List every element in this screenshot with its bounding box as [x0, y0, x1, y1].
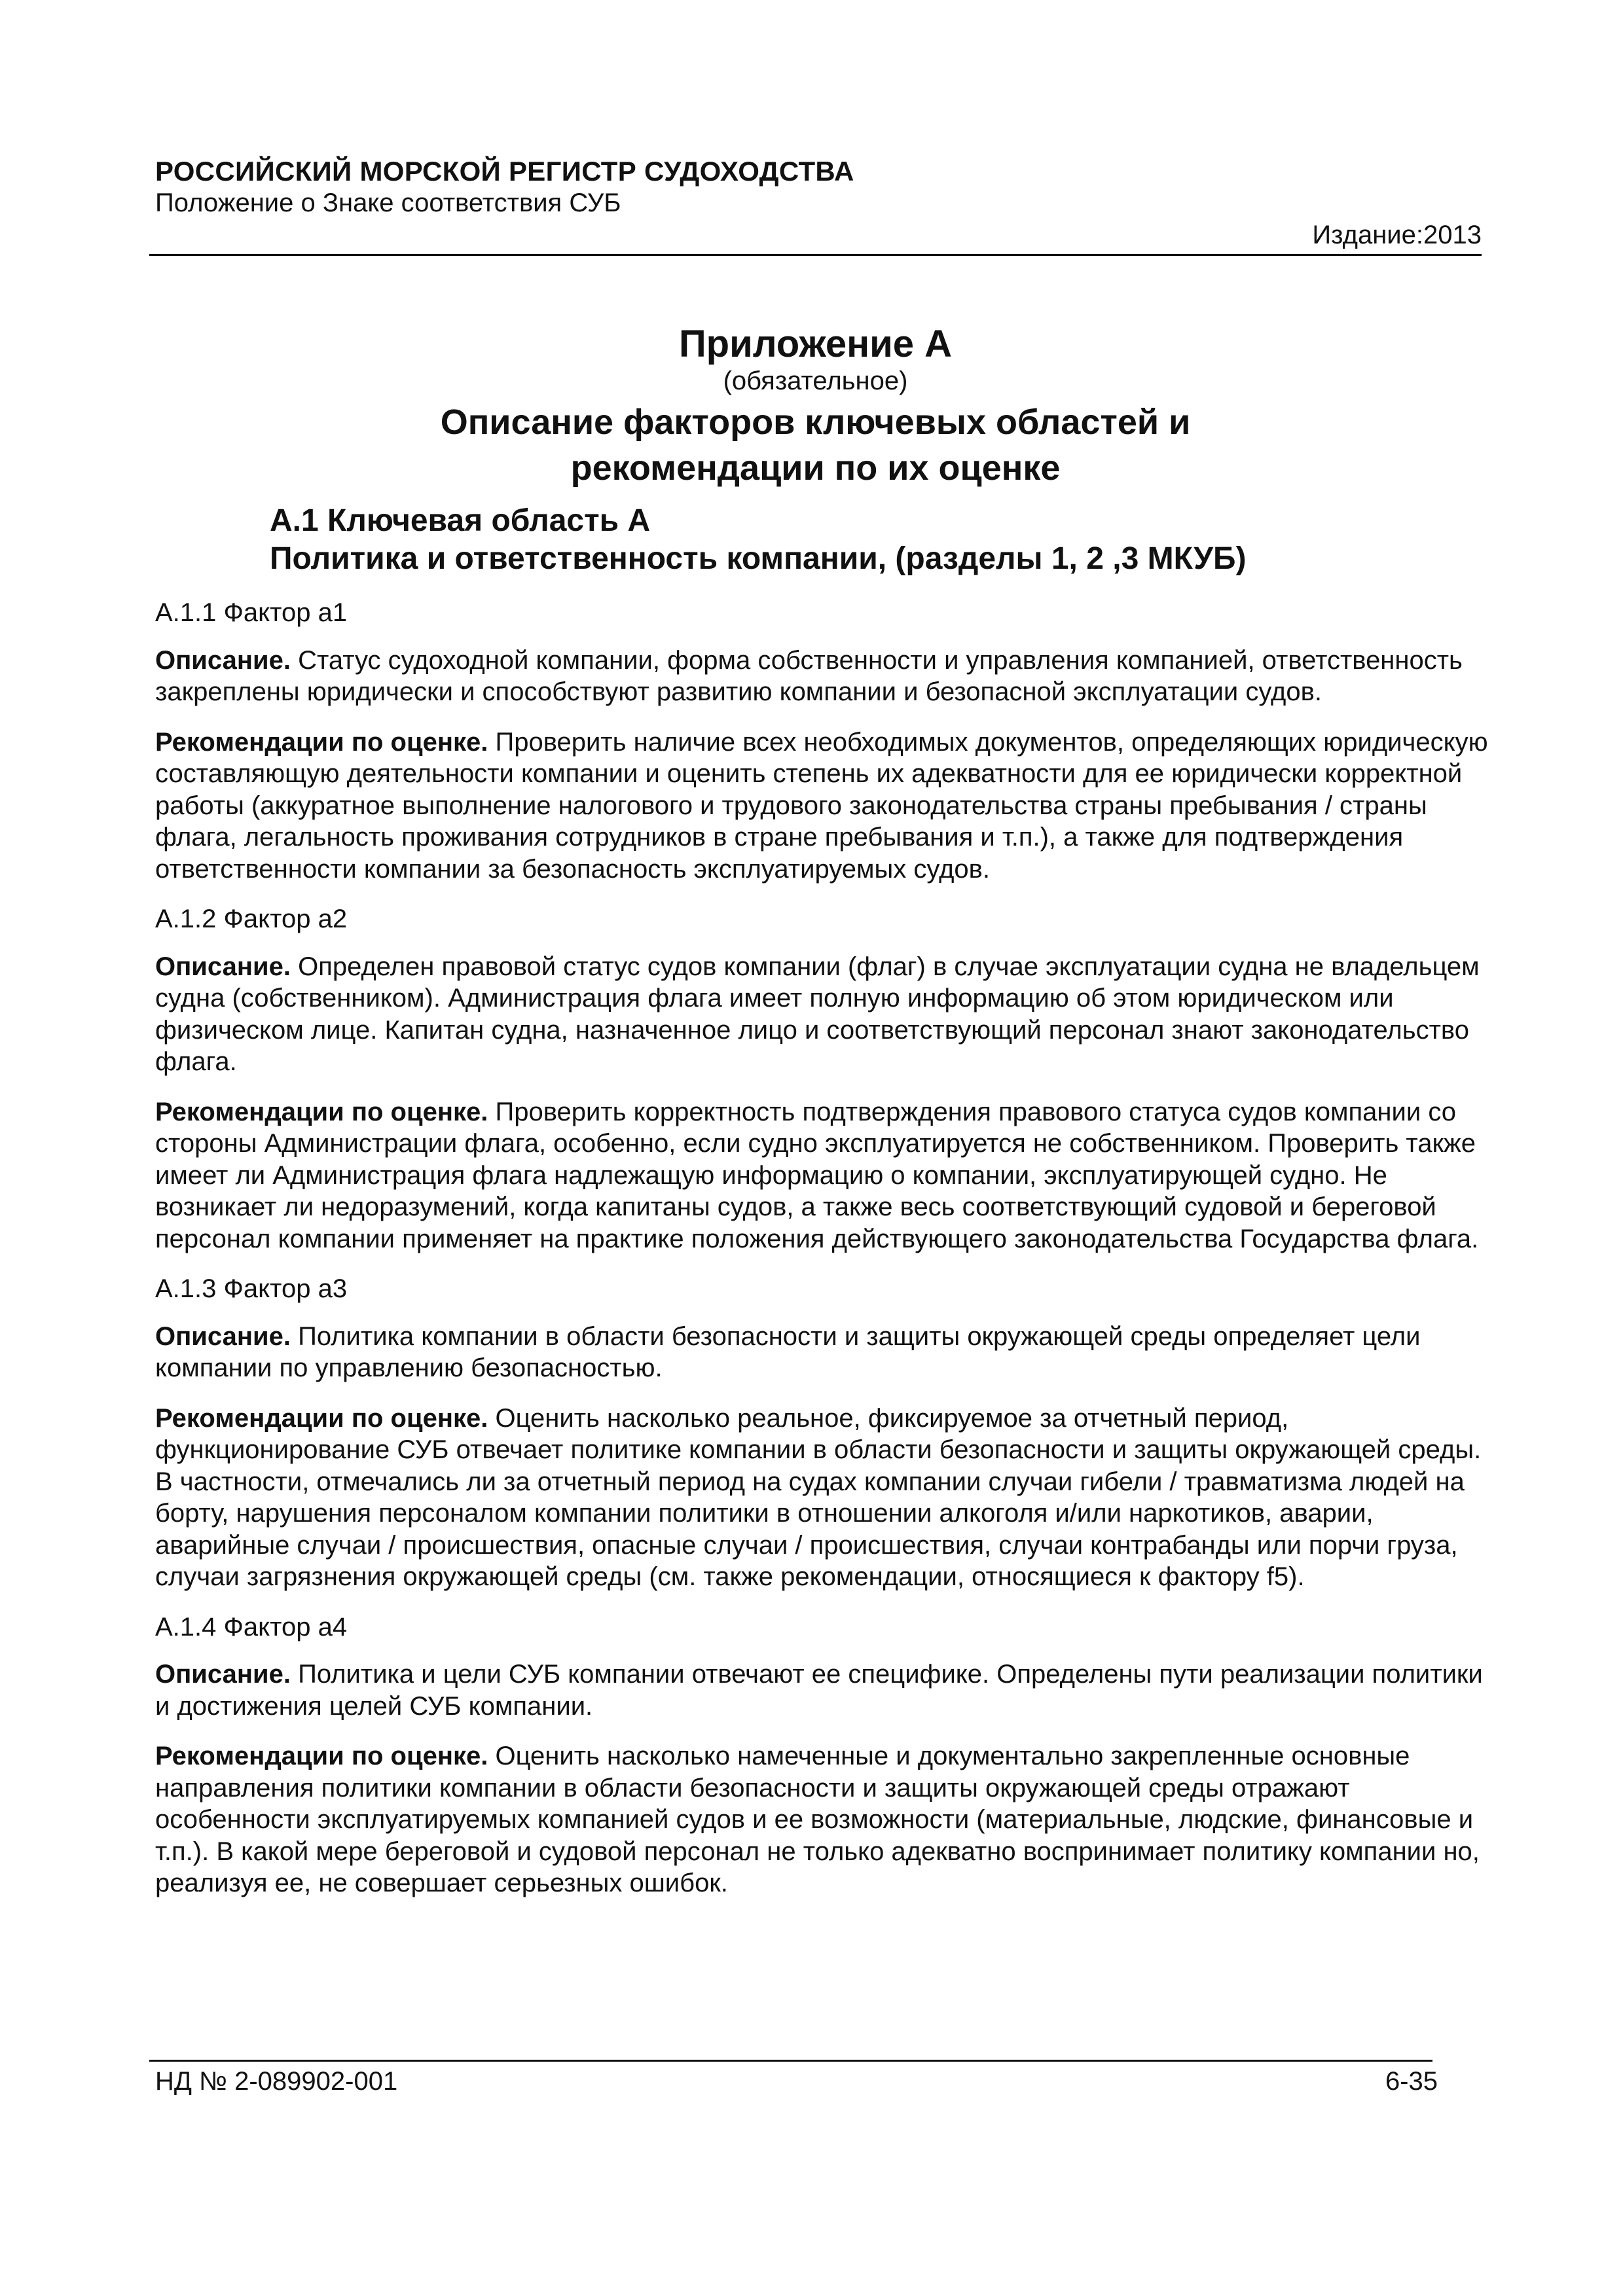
factor-recommendation [155, 1403, 1491, 1593]
section-heading-line-1: А.1 Ключевая область А [270, 503, 651, 538]
description-text: Политика и цели СУБ компании отвечают ее специфике. Определены пути реализации политики и достижения целей СУБ компании. [155, 1660, 1483, 1721]
footer-page-number: 6-35 [1385, 2067, 1438, 2096]
factor-block-a3 [155, 1273, 1491, 1593]
factor-recommendation [155, 1096, 1491, 1255]
description-label: Описание. [155, 1660, 291, 1689]
document-body [155, 597, 1491, 1918]
footer-divider [149, 2060, 1432, 2062]
appendix-subtitle: (обязательное) [723, 367, 908, 395]
factor-title: А.1.3 Фактор а3 [155, 1274, 348, 1303]
recommendation-label: Рекомендации по оценке. [155, 727, 488, 757]
factor-description [155, 1321, 1491, 1384]
header-organization: РОССИЙСКИЙ МОРСКОЙ РЕГИСТР СУДОХОДСТВА [155, 156, 854, 187]
factor-recommendation [155, 726, 1491, 886]
factor-description [155, 1659, 1491, 1722]
recommendation-label: Рекомендации по оценке. [155, 1403, 488, 1433]
factor-block-a2 [155, 903, 1491, 1255]
footer-document-number: НД № 2-089902-001 [155, 2067, 398, 2096]
recommendation-text: Проверить наличие всех необходимых документов, определяющих юридическую составляющую деятельности компании и оценить степень их адекватности для ее юридически корректной работы (аккуратное выполнение налогового и трудового законодательства страны пребывания / страны флага, легальность проживания сотрудников в стране пребывания и т.п.), а также для подтверждения ответственности компании за безопасность эксплуатируемых судов. [155, 727, 1488, 884]
header-edition: Издание:2013 [1312, 221, 1482, 249]
factor-description [155, 951, 1491, 1078]
section-heading [270, 502, 1246, 578]
description-label: Описание. [155, 952, 291, 981]
factor-description [155, 645, 1491, 708]
recommendation-label: Рекомендации по оценке. [155, 1097, 488, 1126]
appendix-description-line-2: рекомендации по их оценке [570, 448, 1061, 488]
appendix-title: Приложение А [678, 323, 953, 365]
factor-title: А.1.2 Фактор а2 [155, 905, 348, 933]
recommendation-text: Проверить корректность подтверждения правового статуса судов компании со стороны Администрации флага, особенно, если судно эксплуатируется не собственником. Проверить также имеет ли Администрация флага надлежащую информацию о компании, эксплуатирующей судно. Не возникает ли недоразумений, когда капитаны судов, а также весь соответствующий судовой и береговой персонал компании применяет на практике положения действующего законодательства Государства флага. [155, 1097, 1479, 1253]
description-label: Описание. [155, 1321, 291, 1351]
appendix-description [149, 399, 1482, 491]
factor-block-a4 [155, 1611, 1491, 1899]
recommendation-label: Рекомендации по оценке. [155, 1742, 488, 1770]
factor-block-a1 [155, 597, 1491, 885]
factor-title: А.1.1 Фактор а1 [155, 598, 348, 627]
section-heading-line-2: Политика и ответственность компании, (разделы 1, 2 ,3 МКУБ) [270, 541, 1247, 576]
description-label: Описание. [155, 645, 291, 675]
factor-title: А.1.4 Фактор а4 [155, 1612, 348, 1641]
description-text: Статус судоходной компании, форма собственности и управления компанией, ответственность закреплены юридически и способствуют развитию компании и безопасной эксплуатации судов. [155, 645, 1463, 706]
recommendation-text: Оценить насколько намеченные и документально закрепленные основные направления политики компании в области безопасности и защиты окружающей среды отражают особенности эксплуатируемых компанией судов и ее возможности (материальные, людские, финансовые и т.п.). В какой мере береговой и судовой персонал не только адекватно воспринимает политику компании но, реализуя ее, не совершает серьезных ошибок. [155, 1742, 1480, 1897]
description-text: Политика компании в области безопасности и защиты окружающей среды определяет цели компании по управлению безопасностью. [155, 1321, 1421, 1382]
header-document-title: Положение о Знаке соответствия СУБ [155, 188, 621, 217]
description-text: Определен правовой статус судов компании (флаг) в случае эксплуатации судна не владельцем судна (собственником). Администрация флага имеет полную информацию об этом юридическом или физическом лице. Капитан судна, назначенное лицо и соответствующий персонал знают законодательство флага. [155, 952, 1480, 1076]
recommendation-text: Оценить насколько реальное, фиксируемое за отчетный период, функционирование СУБ отвечает политике компании в области безопасности и защиты окружающей среды. В частности, отмечались ли за отчетный период на судах компании случаи гибели / травматизма людей на борту, нарушения персоналом компании политики в отношении алкоголя и/или наркотиков, аварии, аварийные случаи / происшествия, опасные случаи / происшествия, случаи контрабанды или порчи груза, случаи загрязнения окружающей среды (см. также рекомендации, относящиеся к фактору f5). [155, 1403, 1482, 1591]
appendix-description-line-1: Описание факторов ключевых областей и [440, 403, 1191, 442]
header-divider [149, 254, 1482, 256]
factor-recommendation [155, 1740, 1491, 1899]
